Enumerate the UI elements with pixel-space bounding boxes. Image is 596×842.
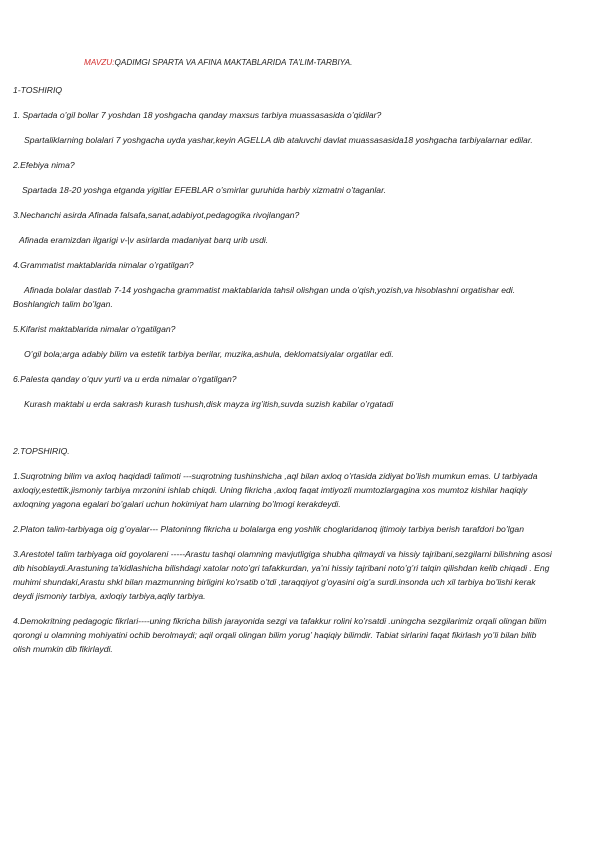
answer-2: Spartada 18-20 yoshga etganda yigitlar EFEBLAR o’smirlar guruhida harbiy xizmatni o’taganlar. (22, 185, 387, 195)
task2-paragraph-2: 2.Platon talim-tarbiyaga oig g’oyalar--- Platoninng fikricha u bolalarga eng yoshlik choglaridanoq ijtimoiy tarbiya berish tarafdori bo’lgan (13, 524, 524, 534)
answer-6: Kurash maktabi u erda sakrash kurash tushush,disk mayza irg’itish,suvda suzish kabilar o’rgatadi (24, 399, 394, 409)
task1-heading: 1-TOSHIRIQ (13, 85, 63, 95)
task2-paragraph-4: 4.Demokritning pedagogic fikrlari----uning fikricha bilish jarayonida sezgi va tafakkur rolini ko’rsatdi .uningcha sezgilarimiz orqali olingan bilim qorongi u olamning mohiyatini ochib berolmaydi; aqil orqali olingan bilim yorug’ haqiqiy bilimdir. Tabiat sirlarini faqat fikirlash yo’li bilan bilib olish mumkin dib fikirlaydi. (13, 616, 547, 654)
answer-5: O’gil bola;arga adabiy bilim va estetik tarbiya berilar, muzika,ashula, deklomatsiyalar orgatilar edi. (24, 349, 394, 359)
title-label: MAVZU: (84, 58, 115, 67)
question-6: 6.Palesta qanday o’quv yurti va u erda nimalar o’rgatilgan? (13, 374, 237, 384)
question-2: 2.Efebiya nima? (13, 160, 75, 170)
title-text: QADIMGI SPARTA VA AFINA MAKTABLARIDA TA’LIM-TARBIYA. (114, 58, 353, 67)
question-3: 3.Nechanchi asirda Afinada falsafa,sanat,adabiyot,pedagogika rivojlangan? (13, 210, 300, 220)
task2-heading: 2.TOPSHIRIQ. (13, 446, 70, 456)
task2-paragraph-3: 3.Arestotel talim tarbiyaga oid goyolareni -----Arastu tashqi olamning mavjutligiga shubha qilmaydi va hissiy tajribani,sezgilarni bilishning asosi dib hisoblaydi.Arastuning ta’kidlashicha bilishdagi xatolar noto’gri tafakkurdan, ya’ni hissiy tajribani noto’g’ri talqin qilishdan kelib chiqadi . Eng muhimi shundaki,Arastu shkl bilan mazmunning birligini ko’rsatib o’tdi ,taraqqiyot g’oyasini oig’a surdi.insonda uch xil tarbiya bo’lishi kerak deydi jismoniy tarbiya, axloqiy tarbiya,aqliy tarbiya. (13, 549, 552, 601)
answer-1: Spartaliklarning bolalari 7 yoshgacha uyda yashar,keyin AGELLA dib ataluvchi davlat muassasasida18 yoshgacha tarbiyalarnar edilar. (24, 135, 533, 145)
answer-3: Afinada eramizdan ilgarigi v-|v asirlarda madaniyat barq urib usdi. (19, 235, 269, 245)
document-title (13, 56, 556, 70)
question-1: 1. Spartada o’gil bollar 7 yoshdan 18 yoshgacha qanday maxsus tarbiya muassasasida o’qidilar? (13, 110, 382, 120)
question-4: 4.Grammatist maktablarida nimalar o’rgatilgan? (13, 260, 194, 270)
answer-4: Afinada bolalar dastlab 7-14 yoshgacha grammatist maktablarida tahsil olishgan unda o’qish,yozish,va hisoblashni orgatishar edi. Boshlangich talim bo’lgan. (13, 285, 516, 309)
section-gap (13, 422, 556, 444)
question-5: 5.Kifarist maktablarida nimalar o’rgatilgan? (13, 324, 176, 334)
task2-paragraph-1: 1.Suqrotning bilim va axloq haqidadi talimoti ---suqrotning tushinshicha ,aql bilan axloq o’rtasida zidiyat bo’lish mumkun emas. U tarbiyada axloqiy,estettik,jismoniy tarbiya mrzonini ishlab chiqdi. Uning fikricha ,axloq faqat imtiyozli mumtozlargagina xos mumtoz kishilar haqiqiy axloqning yagona egalari bo’galari uchun hokimiyat ham ularning bo’lmogi kerakdeydi. (13, 471, 538, 509)
